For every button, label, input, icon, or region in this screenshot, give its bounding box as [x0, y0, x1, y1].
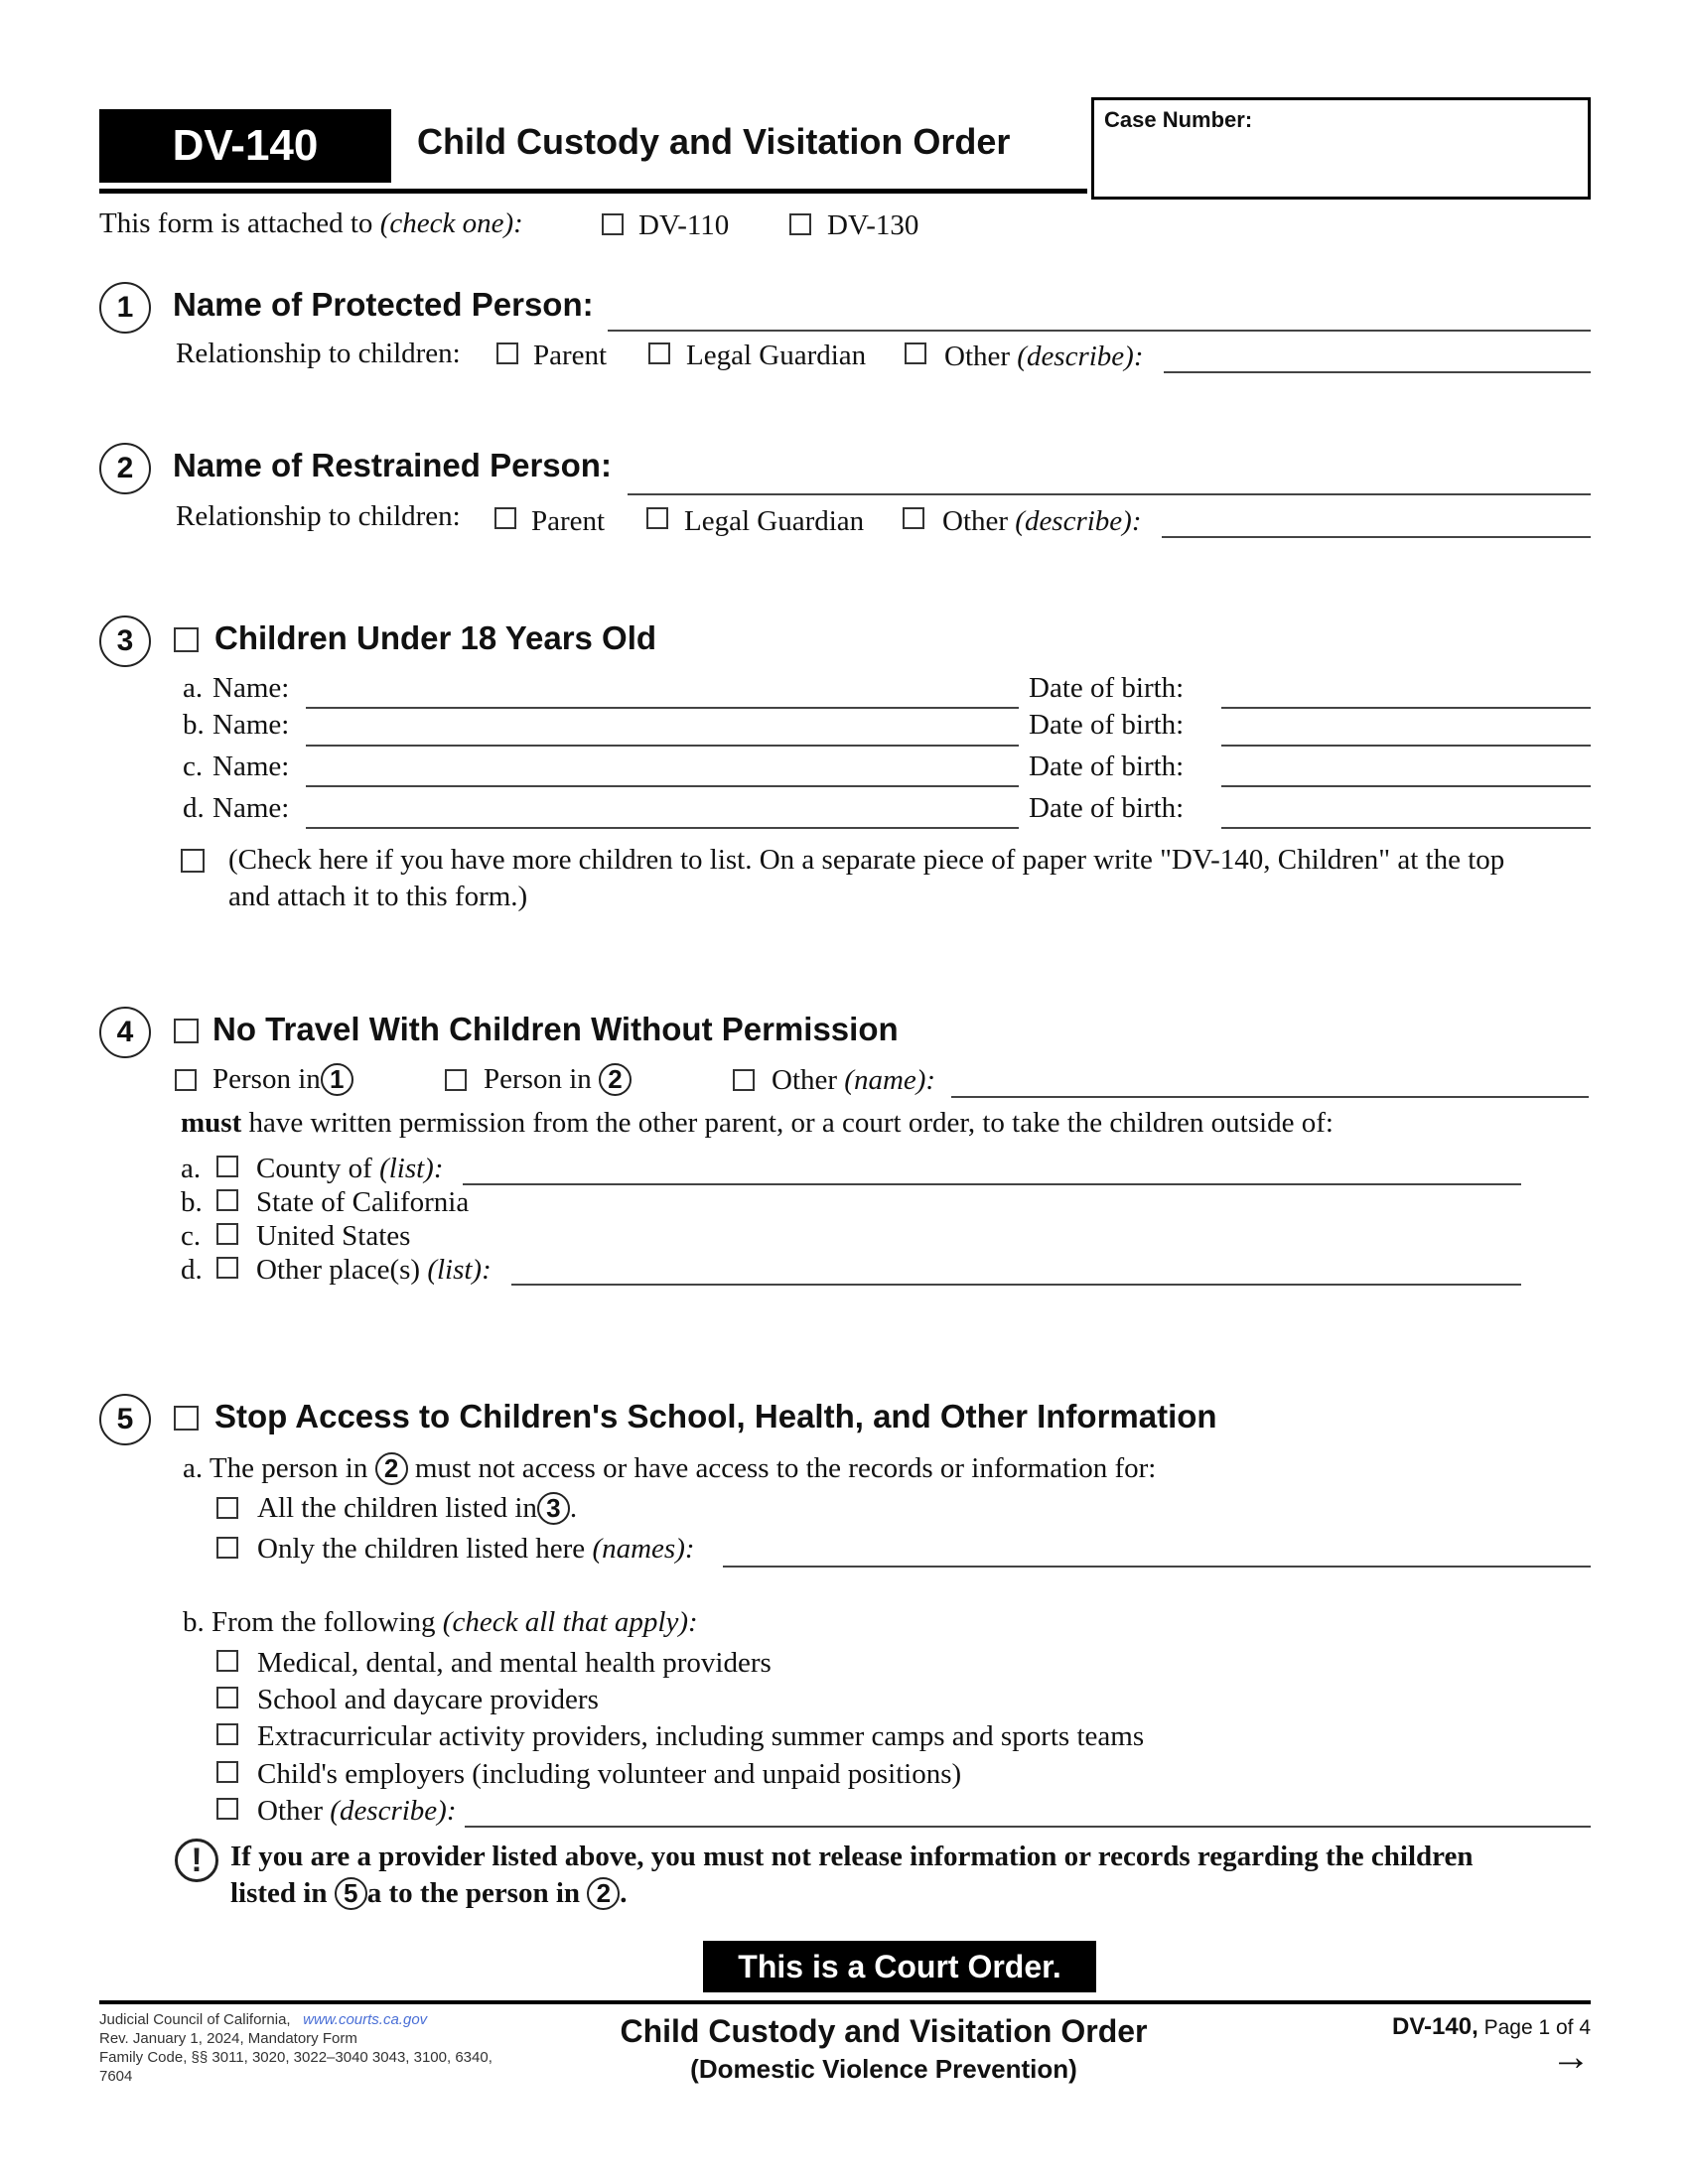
section-2-title: Name of Restrained Person:	[173, 447, 612, 483]
extracurricular-label: Extracurricular activity providers, including summer camps and sports teams	[257, 1720, 1145, 1752]
s2-other-describe-line[interactable]	[1162, 536, 1591, 538]
s2-relationship-label: Relationship to children:	[176, 500, 461, 532]
travel-c-letter: c.	[181, 1220, 202, 1252]
footer-page: DV-140, Page 1 of 4	[1392, 2013, 1591, 2040]
school-label: School and daycare providers	[257, 1684, 599, 1715]
child-d-name-line[interactable]	[306, 827, 1019, 829]
county-checkbox[interactable]	[216, 1156, 238, 1177]
section-4-title: No Travel With Children Without Permission	[212, 1011, 899, 1047]
section-3-title: Children Under 18 Years Old	[214, 619, 657, 656]
child-d-dob-label: Date of birth:	[1029, 792, 1185, 824]
s2-parent-checkbox[interactable]	[494, 507, 516, 529]
child-d-dob-line[interactable]	[1221, 827, 1591, 829]
s2-other-label: Other (describe):	[942, 505, 1142, 537]
other-places-label: Other place(s) (list):	[256, 1254, 492, 1286]
child-c-dob-line[interactable]	[1221, 785, 1591, 787]
no-travel-checkbox[interactable]	[174, 1019, 199, 1043]
section-4-number: 4	[99, 1007, 151, 1058]
child-d-name-label: Name:	[212, 792, 290, 824]
footer-title: Child Custody and Visitation Order	[620, 2013, 1148, 2049]
travel-a-letter: a.	[181, 1153, 202, 1184]
provider-warning-line-2: listed in 5 a to the person in 2 .	[230, 1877, 628, 1909]
united-states-checkbox[interactable]	[216, 1223, 238, 1245]
travel-person2-checkbox[interactable]	[445, 1069, 467, 1091]
county-label: County of (list):	[256, 1153, 444, 1184]
medical-label: Medical, dental, and mental health providers	[257, 1647, 772, 1679]
child-a-dob-label: Date of birth:	[1029, 672, 1185, 704]
child-c-dob-label: Date of birth:	[1029, 751, 1185, 782]
s1-guardian-label: Legal Guardian	[686, 340, 867, 371]
section-5-number: 5	[99, 1394, 151, 1445]
all-children-checkbox[interactable]	[216, 1497, 238, 1519]
only-children-label: Only the children listed here (names):	[257, 1533, 695, 1565]
ref-section-3-icon: 3	[537, 1492, 570, 1525]
all-children-label: All the children listed in 3 .	[257, 1492, 578, 1524]
s5-a-text: a. The person in 2 must not access or have access to the records or information for:	[183, 1452, 1157, 1484]
section-2-number: 2	[99, 443, 151, 494]
ref-section-1-icon: 1	[321, 1063, 353, 1096]
form-title: Child Custody and Visitation Order	[417, 121, 1011, 162]
travel-person1-label: Person in 1	[212, 1062, 353, 1098]
more-children-text-1: (Check here if you have more children to list. On a separate piece of paper write "DV-140, Children" at the top	[228, 844, 1505, 876]
other-places-checkbox[interactable]	[216, 1257, 238, 1279]
travel-other-checkbox[interactable]	[733, 1069, 755, 1091]
ref-section-2-icon: 2	[599, 1063, 632, 1096]
travel-other-name-line[interactable]	[951, 1096, 1589, 1098]
ref-section-2-icon: 2	[375, 1452, 408, 1485]
dv130-label: DV-130	[827, 209, 919, 241]
state-california-label: State of California	[256, 1186, 470, 1218]
child-a-letter: a.	[183, 672, 204, 704]
child-b-name-label: Name:	[212, 709, 290, 741]
employers-label: Child's employers (including volunteer and unpaid positions)	[257, 1758, 962, 1790]
case-number-label: Case Number:	[1104, 107, 1253, 132]
footer-rule	[99, 2000, 1591, 2004]
warning-icon: !	[175, 1839, 218, 1882]
travel-person2-label: Person in 2	[484, 1062, 632, 1098]
medical-checkbox[interactable]	[216, 1650, 238, 1672]
s5-other-label: Other (describe):	[257, 1795, 457, 1827]
employers-checkbox[interactable]	[216, 1761, 238, 1783]
footer-code-1: Family Code, §§ 3011, 3020, 3022–3040 3043, 3100, 6340,	[99, 2049, 492, 2066]
stop-access-checkbox[interactable]	[174, 1406, 199, 1431]
only-children-checkbox[interactable]	[216, 1537, 238, 1559]
travel-permission-text: must have written permission from the other parent, or a court order, to take the children outside of:	[181, 1107, 1334, 1139]
child-a-name-line[interactable]	[306, 707, 1019, 709]
child-d-letter: d.	[183, 792, 205, 824]
footer-code-2: 7604	[99, 2068, 133, 2085]
child-a-name-label: Name:	[212, 672, 290, 704]
s1-parent-checkbox[interactable]	[496, 342, 518, 364]
dv110-label: DV-110	[638, 209, 730, 241]
form-id: DV-140	[172, 121, 319, 170]
travel-d-letter: d.	[181, 1254, 203, 1286]
united-states-label: United States	[256, 1220, 411, 1252]
child-b-dob-line[interactable]	[1221, 745, 1591, 747]
attached-label: This form is attached to (check one):	[99, 207, 523, 239]
court-order-banner: This is a Court Order.	[703, 1941, 1096, 1992]
next-page-arrow-icon: →	[1551, 2035, 1591, 2079]
other-places-list-line[interactable]	[511, 1284, 1521, 1286]
children-under-18-checkbox[interactable]	[174, 627, 199, 652]
s2-parent-label: Parent	[531, 505, 606, 537]
protected-person-name-line[interactable]	[608, 330, 1591, 332]
s1-other-describe-line[interactable]	[1164, 371, 1591, 373]
ref-section-2-icon: 2	[587, 1877, 620, 1910]
only-children-names-line[interactable]	[723, 1566, 1591, 1568]
restrained-person-name-line[interactable]	[628, 493, 1591, 495]
footer-council: Judicial Council of California, www.courts.ca.gov	[99, 2011, 428, 2028]
more-children-text-2: and attach it to this form.)	[228, 881, 528, 912]
ref-section-5-icon: 5	[335, 1877, 367, 1910]
s2-guardian-checkbox[interactable]	[646, 507, 668, 529]
section-5-title: Stop Access to Children's School, Health, and Other Information	[214, 1398, 1217, 1434]
school-checkbox[interactable]	[216, 1687, 238, 1708]
child-b-letter: b.	[183, 709, 205, 741]
s1-parent-label: Parent	[533, 340, 608, 371]
footer-rev: Rev. January 1, 2024, Mandatory Form	[99, 2030, 357, 2047]
s5-other-checkbox[interactable]	[216, 1798, 238, 1820]
section-1-title: Name of Protected Person:	[173, 286, 594, 323]
child-c-letter: c.	[183, 751, 204, 782]
s1-other-checkbox[interactable]	[905, 342, 926, 364]
state-california-checkbox[interactable]	[216, 1189, 238, 1211]
s2-guardian-label: Legal Guardian	[684, 505, 865, 537]
s5-other-describe-line[interactable]	[465, 1826, 1591, 1828]
child-a-dob-line[interactable]	[1221, 707, 1591, 709]
travel-person1-checkbox[interactable]	[175, 1069, 197, 1091]
s1-guardian-checkbox[interactable]	[648, 342, 670, 364]
dv130-checkbox[interactable]	[789, 213, 811, 235]
child-c-name-label: Name:	[212, 751, 290, 782]
header-rule	[99, 189, 1087, 194]
section-3-number: 3	[99, 615, 151, 667]
dv110-checkbox[interactable]	[602, 213, 624, 235]
child-c-name-line[interactable]	[306, 785, 1019, 787]
extracurricular-checkbox[interactable]	[216, 1723, 238, 1745]
courts-link[interactable]: www.courts.ca.gov	[303, 2011, 428, 2028]
section-1-number: 1	[99, 282, 151, 334]
provider-warning-line-1: If you are a provider listed above, you must not release information or records regarding the children	[230, 1841, 1474, 1872]
s1-other-label: Other (describe):	[944, 341, 1144, 372]
more-children-checkbox[interactable]	[181, 849, 205, 873]
s1-relationship-label: Relationship to children:	[176, 338, 461, 369]
county-list-line[interactable]	[463, 1183, 1521, 1185]
travel-b-letter: b.	[181, 1186, 203, 1218]
child-b-dob-label: Date of birth:	[1029, 709, 1185, 741]
footer-subtitle: (Domestic Violence Prevention)	[690, 2054, 1077, 2084]
travel-other-label: Other (name):	[772, 1064, 936, 1096]
child-b-name-line[interactable]	[306, 745, 1019, 747]
s5-b-text: b. From the following (check all that apply):	[183, 1606, 698, 1638]
s2-other-checkbox[interactable]	[903, 507, 924, 529]
